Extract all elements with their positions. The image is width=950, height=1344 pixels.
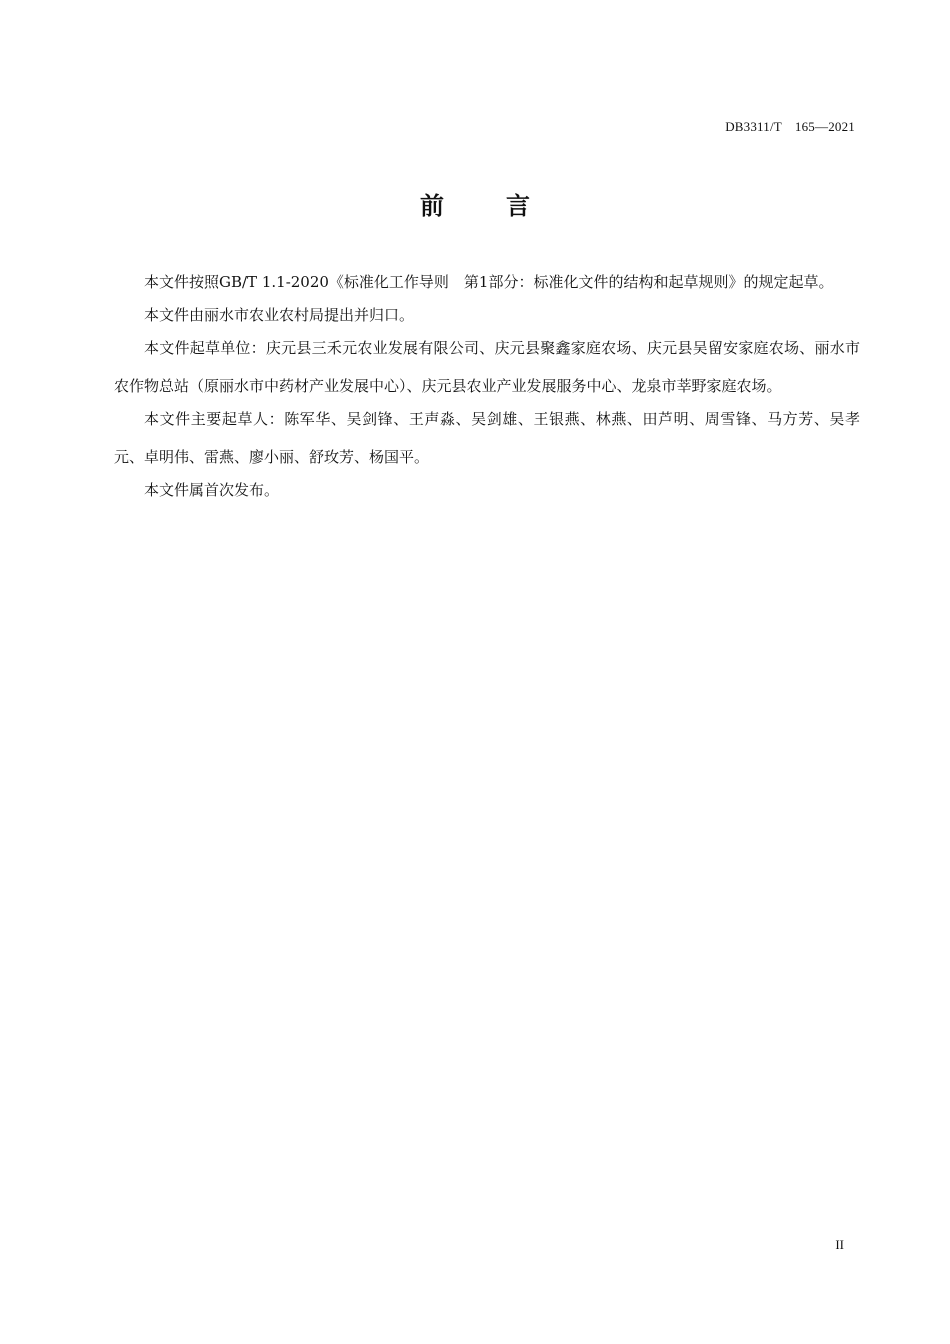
- page-number: II: [835, 1237, 844, 1252]
- document-code: DB3311/T 165—2021: [725, 119, 855, 134]
- paragraph-drafters: 本文件主要起草人：陈军华、吴剑锋、王声淼、吴剑雄、王银燕、林燕、田芦明、周雪锋、马方芳、吴孝元、卓明伟、雷燕、廖小丽、舒玫芳、杨国平。: [114, 410, 860, 466]
- paragraph-first-release: 本文件属首次发布。: [144, 481, 280, 499]
- paragraph-proposer: 本文件由丽水市农业农村局提出并归口。: [144, 306, 415, 324]
- paragraph-drafting-units: 本文件起草单位：庆元县三禾元农业发展有限公司、庆元县聚鑫家庭农场、庆元县吴留安家庭农场、丽水市农作物总站（原丽水市中药材产业发展中心）、庆元县农业产业发展服务中心、龙泉市莘野家庭农场。: [114, 339, 860, 395]
- page-title: 前言: [420, 192, 592, 220]
- paragraph-standard-basis: 本文件按照GB/T 1.1-2020《标准化工作导则 第1部分：标准化文件的结构和起草规则》的规定起草。: [144, 273, 834, 291]
- foreword-body: [114, 270, 860, 502]
